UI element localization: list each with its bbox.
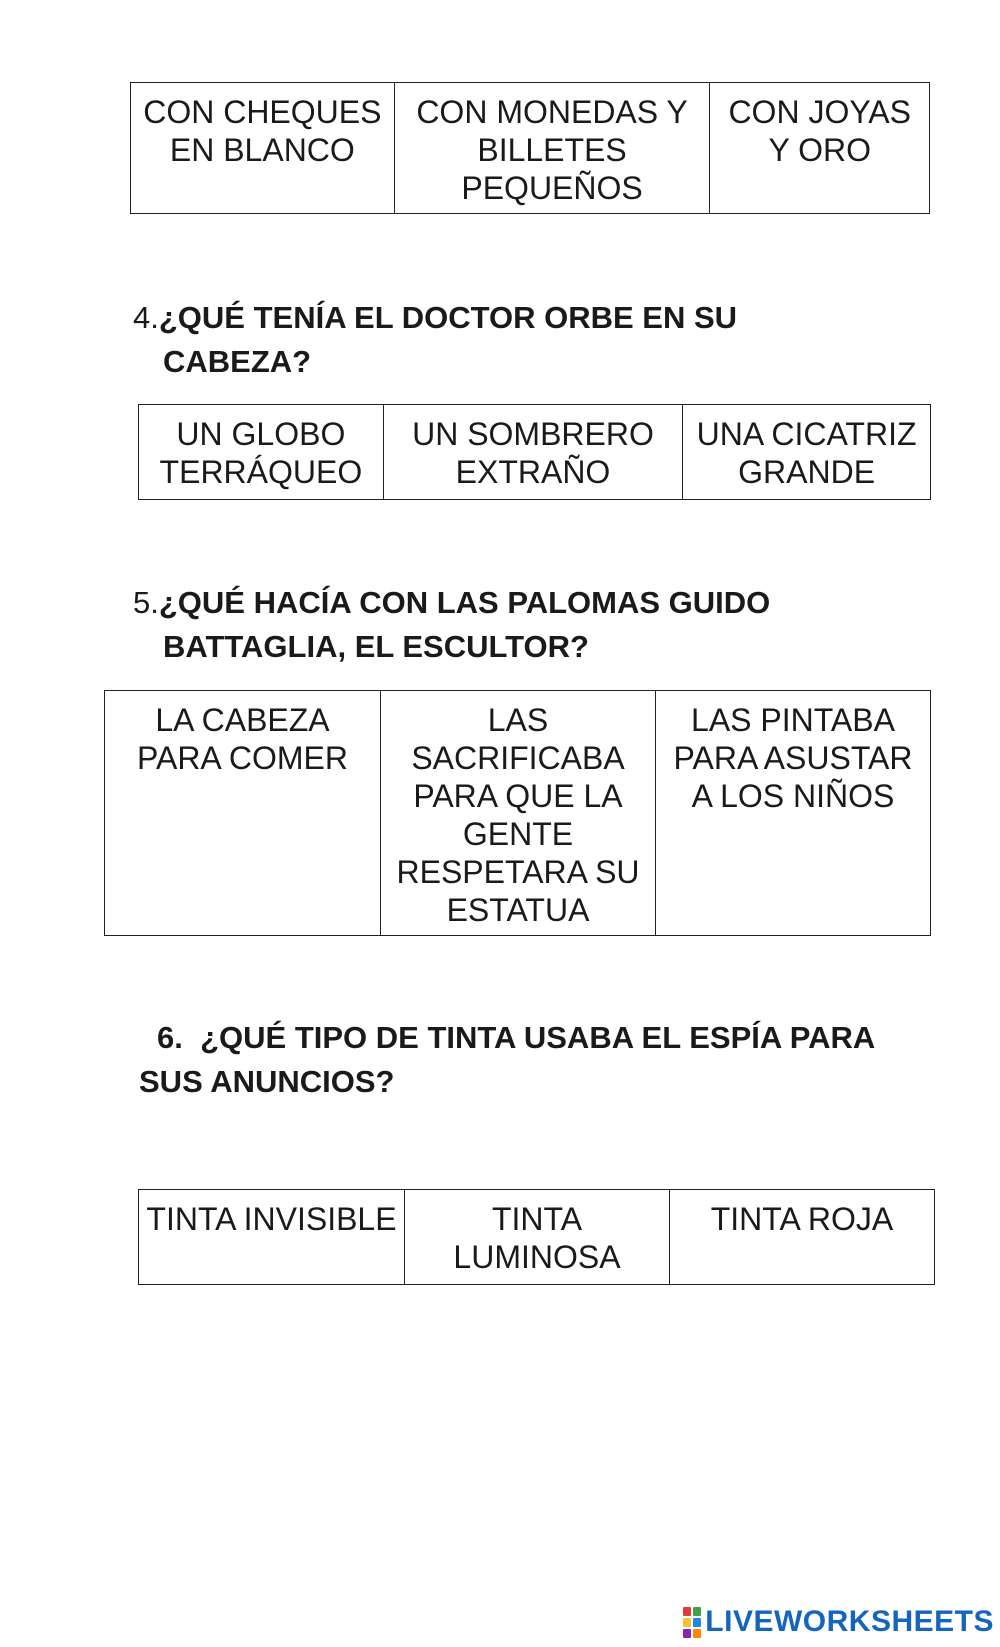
question-5-option-3[interactable]: LAS PINTABA PARA ASUSTAR A LOS NIÑOS	[656, 691, 931, 936]
question-6-option-2[interactable]: TINTA LUMINOSA	[405, 1190, 670, 1285]
question-5-option-1[interactable]: LA CABEZA PARA COMER	[105, 691, 381, 936]
logo-icon	[683, 1607, 701, 1638]
question-6	[139, 1016, 939, 1104]
question-6-text-line1: ¿QUÉ TIPO DE TINTA USABA EL ESPÍA PARA	[200, 1020, 876, 1055]
question-6-option-3[interactable]: TINTA ROJA	[670, 1190, 935, 1285]
question-6-options	[138, 1189, 935, 1285]
question-5-option-2[interactable]: LAS SACRIFICABA PARA QUE LA GENTE RESPETARA SU ESTATUA	[381, 691, 656, 936]
question-3-options	[130, 82, 930, 214]
question-3-option-1[interactable]: CON CHEQUES EN BLANCO	[131, 83, 395, 214]
question-4-option-2[interactable]: UN SOMBRERO EXTRAÑO	[383, 405, 682, 500]
question-6-number: 6.	[157, 1020, 183, 1055]
question-4-option-3[interactable]: UNA CICATRIZ GRANDE	[683, 405, 931, 500]
liveworksheets-logo[interactable]	[683, 1603, 994, 1641]
question-6-text-line2: SUS ANUNCIOS?	[139, 1064, 395, 1099]
question-4-option-1[interactable]: UN GLOBO TERRÁQUEO	[139, 405, 384, 500]
question-4-number: 4.	[133, 300, 159, 335]
question-5-options	[104, 690, 931, 936]
question-5-text-line1: ¿QUÉ HACÍA CON LAS PALOMAS GUIDO	[158, 585, 771, 620]
question-6-option-1[interactable]: TINTA INVISIBLE	[139, 1190, 405, 1285]
question-3-option-2[interactable]: CON MONEDAS Y BILLETES PEQUEÑOS	[394, 83, 710, 214]
logo-text: LIVEWORKSHEETS	[705, 1605, 994, 1638]
question-4-text-line1: ¿QUÉ TENÍA EL DOCTOR ORBE EN SU	[158, 300, 738, 335]
question-5-number: 5.	[133, 585, 159, 620]
question-4-text-line2: CABEZA?	[163, 344, 312, 379]
question-3-option-3[interactable]: CON JOYAS Y ORO	[710, 83, 930, 214]
question-4-options	[138, 404, 931, 500]
question-4	[133, 296, 737, 384]
question-5-text-line2: BATTAGLIA, EL ESCULTOR?	[163, 629, 589, 664]
question-5	[133, 581, 770, 669]
